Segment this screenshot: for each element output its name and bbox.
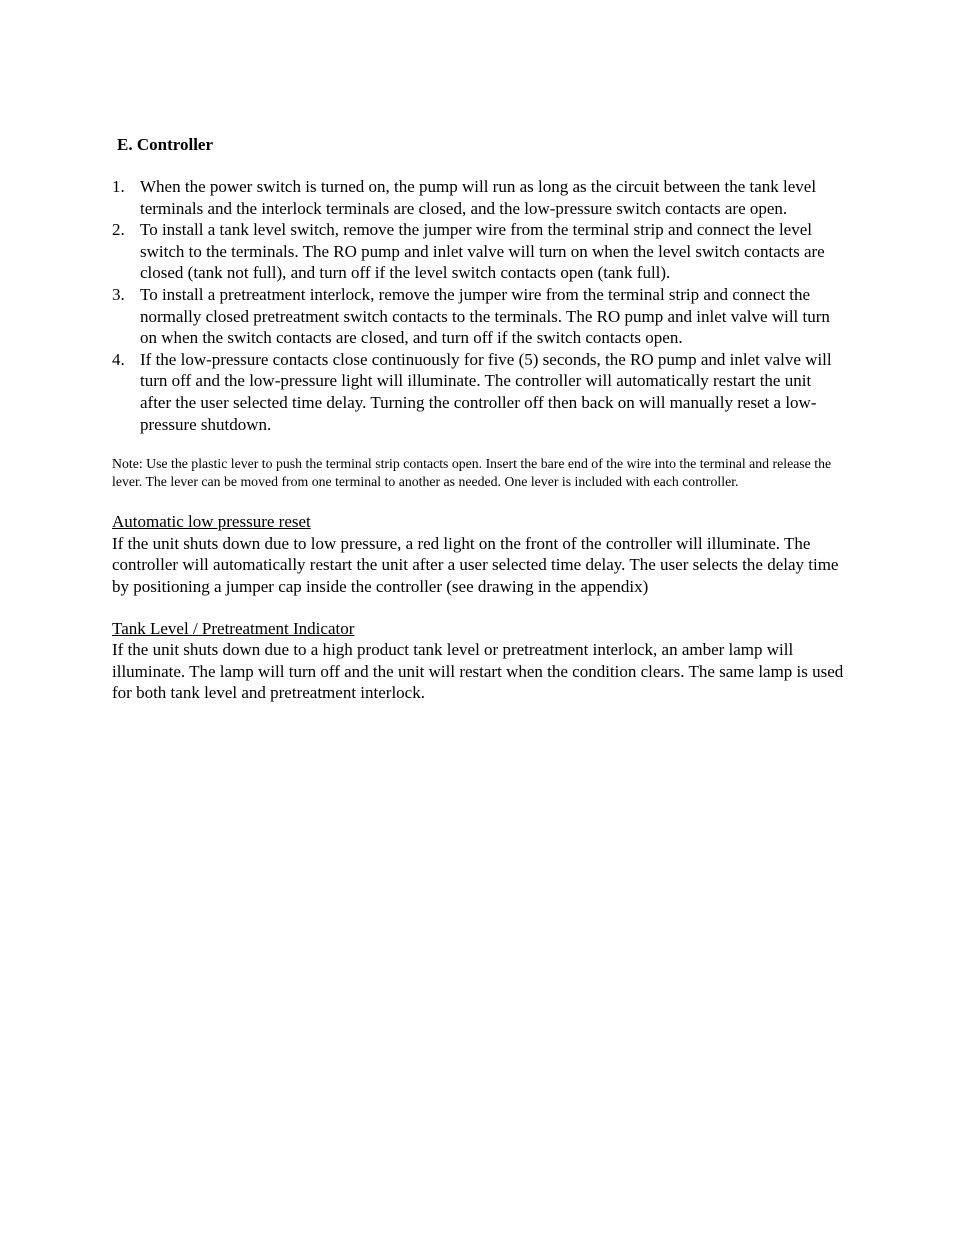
- step-number: 4.: [112, 349, 125, 369]
- list-item: [112, 219, 844, 284]
- step-number: 2.: [112, 220, 125, 240]
- step-number: 3.: [112, 284, 125, 304]
- list-item: [112, 284, 844, 349]
- tank-level-title: Tank Level / Pretreatment Indicator: [112, 618, 355, 638]
- auto-reset-title: Automatic low pressure reset: [112, 512, 311, 532]
- step-text: If the low-pressure contacts close continuously for five (5) seconds, the RO pump and inlet valve will turn off and the low-pressure light will illuminate. The controller will automatically restart the unit after the user selected time delay. Turning the controller off then back on will manually reset a low-pressure shutdown.: [140, 349, 832, 434]
- list-item: [112, 349, 844, 435]
- step-text: To install a tank level switch, remove the jumper wire from the terminal strip and connect the level switch to the terminals. The RO pump and inlet valve will turn on when the level switch contacts are closed (tank not full), and turn off if the level switch contacts open (tank full).: [140, 220, 825, 283]
- section-heading: E. Controller: [117, 135, 214, 154]
- document-page: [112, 134, 844, 704]
- step-text: To install a pretreatment interlock, remove the jumper wire from the terminal strip and connect the normally closed pretreatment switch contacts to the terminals. The RO pump and inlet valve will turn on when the switch contacts are closed, and turn off if the switch contacts open.: [140, 284, 830, 348]
- list-item: [112, 176, 844, 219]
- tank-level-body: If the unit shuts down due to a high product tank level or pretreatment interlock, an amber lamp will illuminate. The lamp will turn off and the unit will restart when the condition clears. The same lamp is used for both tank level and pretreatment interlock.: [112, 640, 844, 703]
- step-text: When the power switch is turned on, the pump will run as long as the circuit between the tank level terminals and the interlock terminals are closed, and the low-pressure switch contacts are open.: [140, 177, 817, 218]
- step-number: 1.: [112, 177, 125, 196]
- steps-list: [112, 176, 844, 435]
- note-paragraph: Note: Use the plastic lever to push the terminal strip contacts open. Insert the bare end of the wire into the terminal and release the lever. The lever can be moved from one terminal to another as needed. One lever is included with each controller.: [112, 456, 832, 490]
- auto-reset-body: If the unit shuts down due to low pressure, a red light on the front of the controller will illuminate. The controller will automatically restart the unit after a user selected time delay. The user selects the delay time by positioning a jumper cap inside the controller (see drawing in the appendix): [112, 533, 839, 596]
